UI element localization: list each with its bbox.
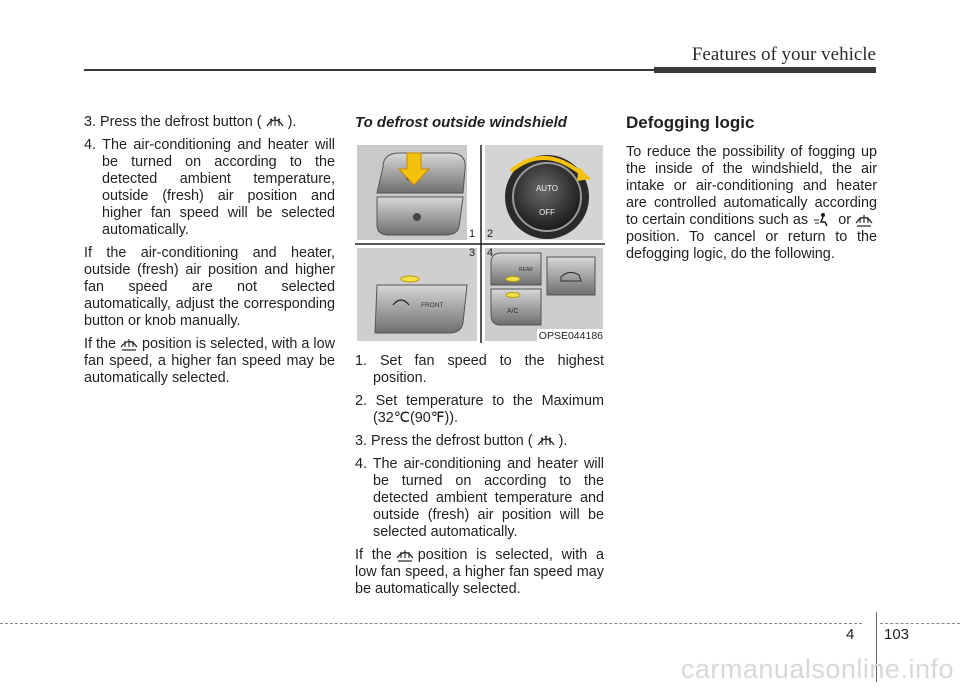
column-1 bbox=[84, 114, 335, 393]
ac-button-label: A/C bbox=[507, 308, 519, 315]
header-rule bbox=[84, 69, 654, 71]
vent-feet-icon bbox=[811, 212, 831, 227]
subheading: To defrost outside windshield bbox=[355, 114, 567, 131]
paragraph-manual: If the air-conditioning and heater, outside (fresh) air position and higher fan speed are not selected automatically, adjust the corresponding button or knob manually. bbox=[84, 245, 335, 329]
floor-defrost-icon bbox=[395, 547, 415, 562]
header-title: Features of your vehicle bbox=[691, 44, 876, 65]
paragraph-fan-speed: If the position is selected, with a low fan speed, a higher fan speed may be automatically selected. bbox=[355, 547, 604, 597]
knob-off-label: OFF bbox=[539, 208, 555, 217]
step-4: 4. The air-conditioning and heater will be turned on according to the detected ambient temperature, outside (fresh) air position and higher fan speed will be selected automatically. bbox=[84, 137, 335, 238]
quadrant-label-1: 1 bbox=[469, 228, 476, 240]
column-2 bbox=[355, 114, 604, 604]
footer-rule bbox=[0, 623, 862, 624]
step-2: 2. Set temperature to the Maximum (32℃(90℉)). bbox=[355, 393, 604, 426]
chapter-number: 4 bbox=[846, 626, 855, 643]
floor-defrost-icon bbox=[119, 336, 139, 351]
quadrant-label-4: 4 bbox=[487, 247, 494, 259]
section-heading: Defogging logic bbox=[626, 113, 755, 132]
figure-code: OPSE044186 bbox=[538, 330, 603, 342]
knob-auto-label: AUTO bbox=[535, 184, 559, 193]
footer-rule-right bbox=[880, 623, 960, 624]
figure-illustration bbox=[355, 145, 605, 343]
column-3 bbox=[626, 114, 877, 269]
step-3: 3. Press the defrost button ( ). bbox=[355, 433, 568, 449]
paragraph-fan-speed: If the position is selected, with a low fan speed, a higher fan speed may be automatically selected. bbox=[84, 336, 335, 386]
header-rule-accent bbox=[654, 67, 876, 73]
rear-button-label: REAR bbox=[519, 267, 533, 273]
step-3: 3. Press the defrost button ( ). bbox=[84, 114, 297, 130]
climate-control-figure bbox=[355, 145, 605, 343]
paragraph-defogging: To reduce the possibility of fogging up the inside of the windshield, the air intake or air-conditioning and heater are controlled automatically according to certain conditions such as orposition. To cancel or return to the defogging logic, do the following. bbox=[626, 144, 877, 262]
quadrant-label-2: 2 bbox=[487, 228, 494, 240]
step-1: 1. Set fan speed to the highest position. bbox=[355, 353, 604, 386]
front-defrost-icon bbox=[536, 433, 556, 448]
floor-defrost-icon bbox=[854, 212, 874, 227]
watermark: carmanualsonline.info bbox=[680, 654, 954, 684]
page-number: 103 bbox=[884, 626, 910, 643]
front-button-label: FRONT bbox=[421, 302, 444, 309]
step-4: 4. The air-conditioning and heater will be turned on according to the detected ambient temperature and outside (fresh) air position will be selected automatically. bbox=[355, 456, 604, 540]
quadrant-label-3: 3 bbox=[469, 247, 476, 259]
front-defrost-icon bbox=[265, 114, 285, 129]
